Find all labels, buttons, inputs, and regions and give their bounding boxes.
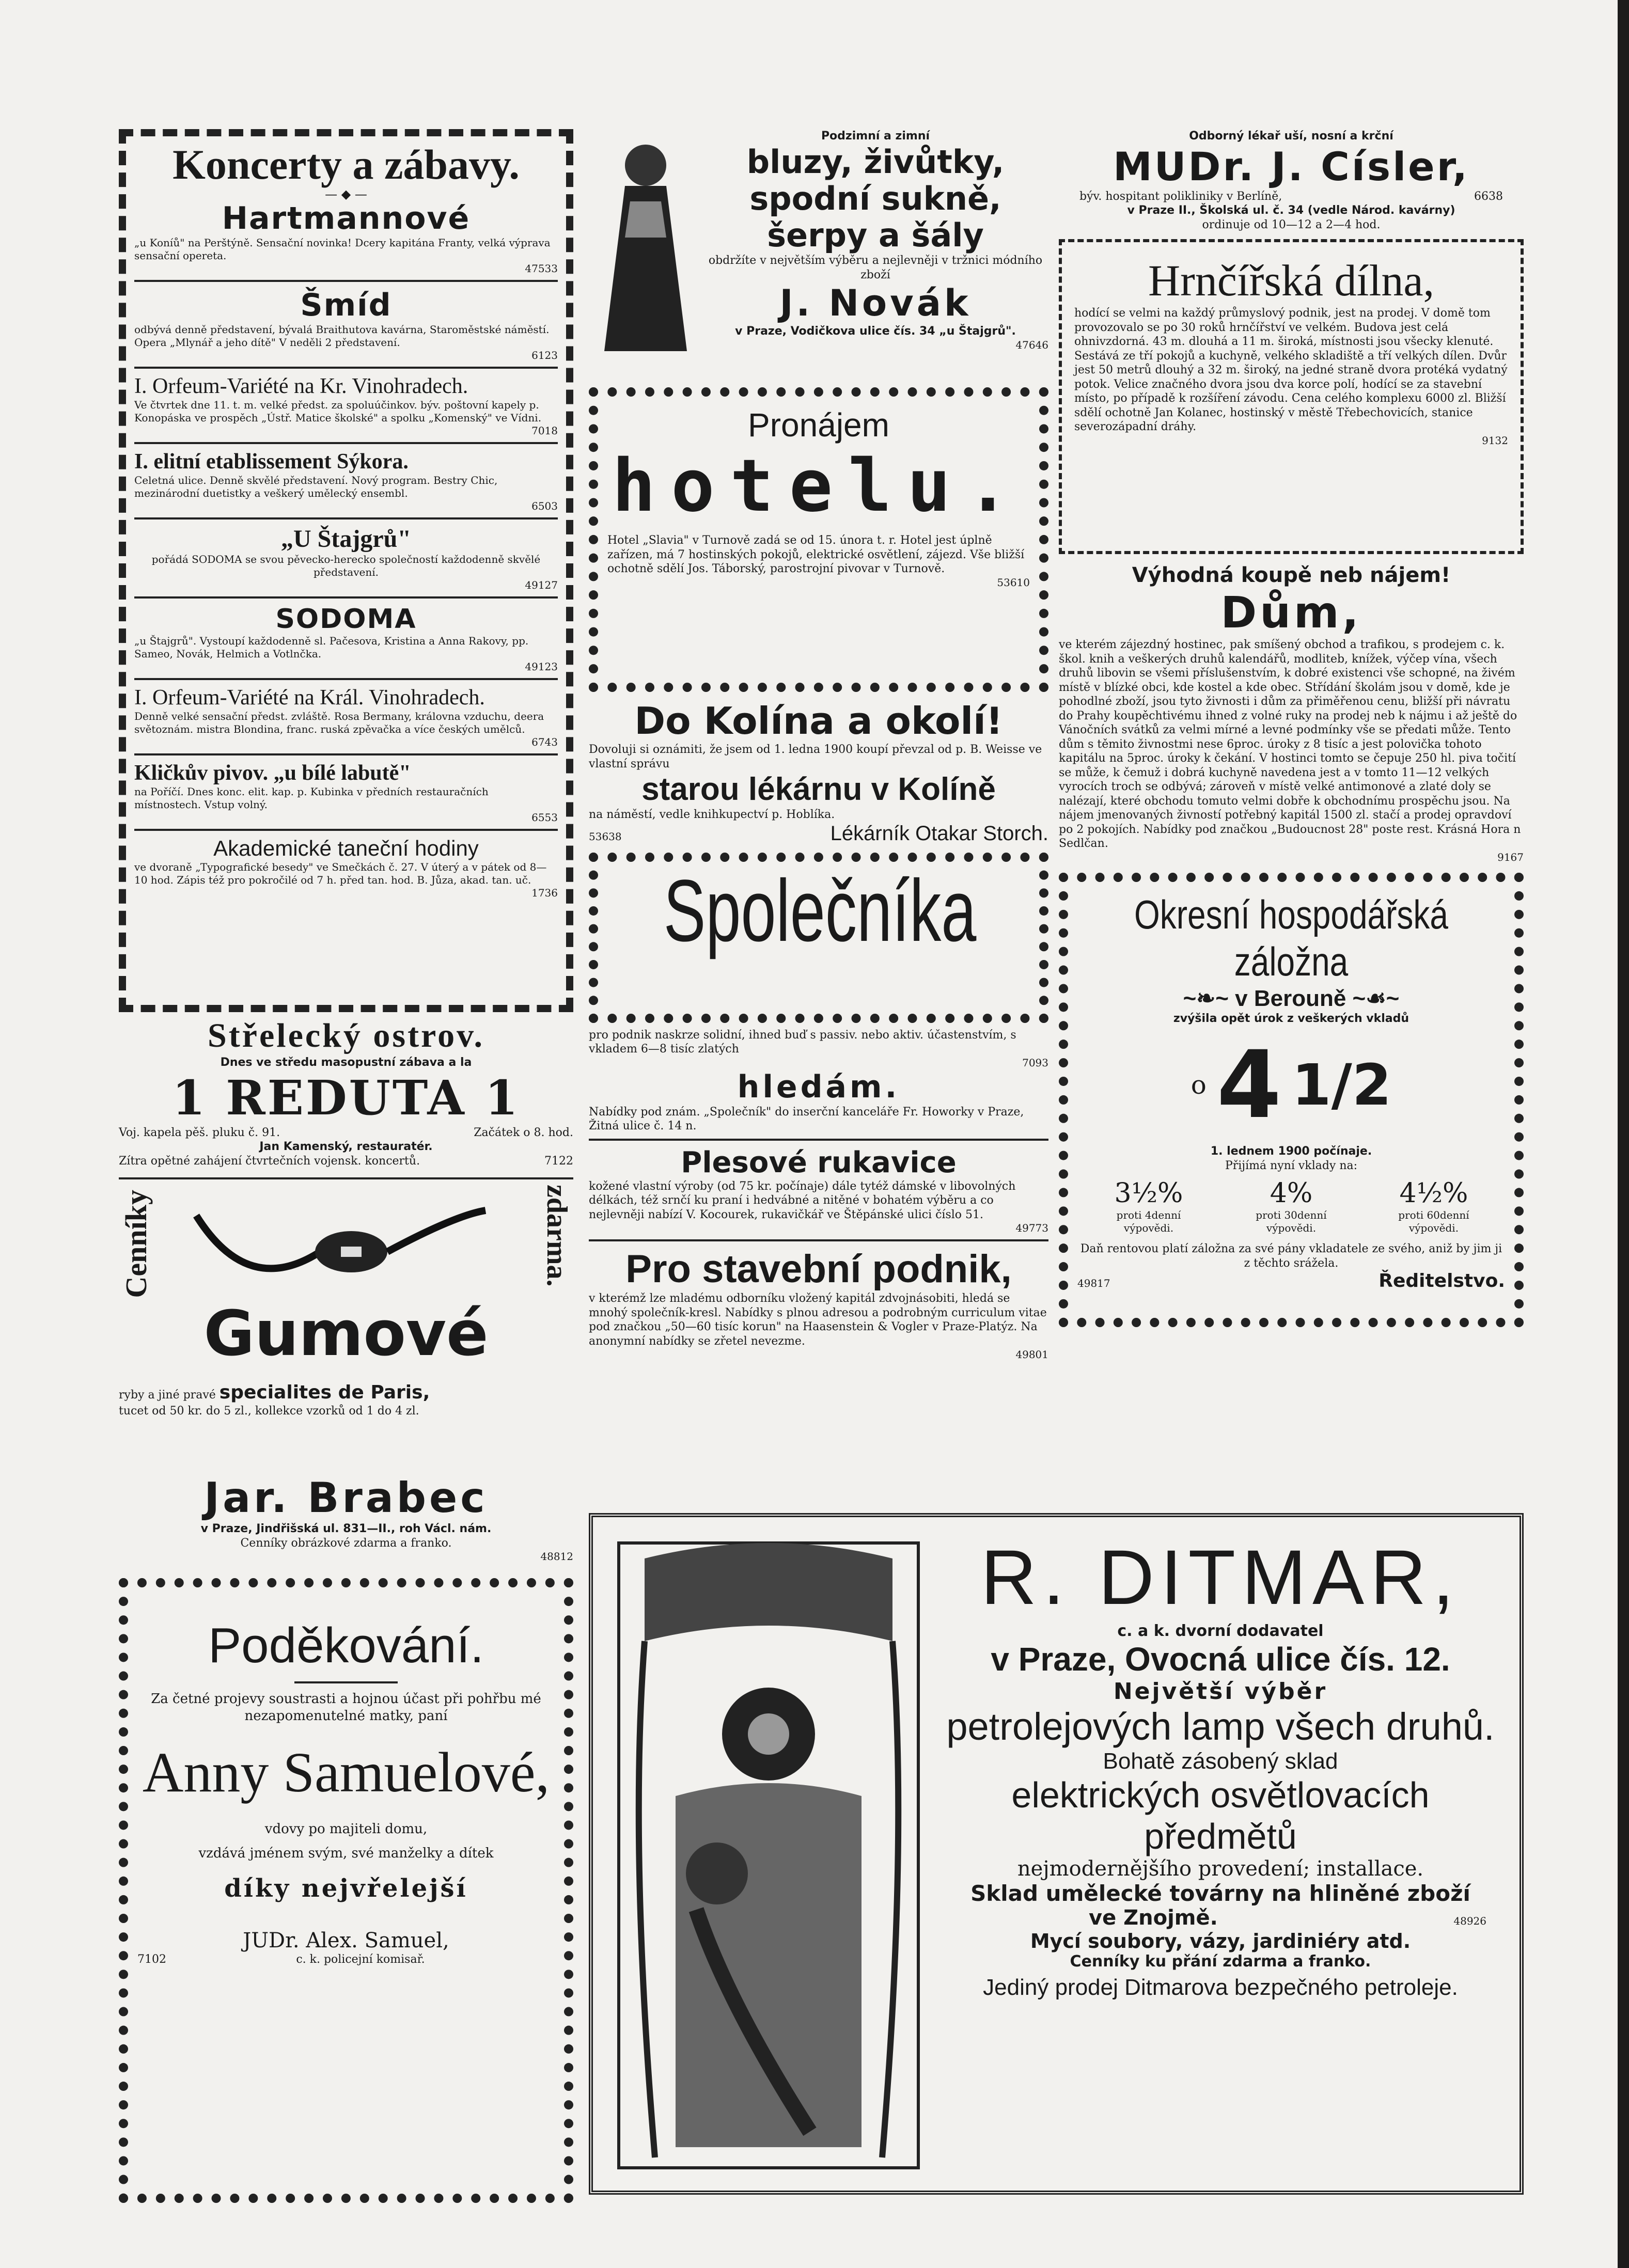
strelecky-start: Začátek o 8. hod. [474, 1126, 573, 1139]
thanks-name: Anny Samuelové, [142, 1741, 550, 1804]
gum-line1 [119, 1381, 573, 1404]
thanks-num: 7102 [137, 1953, 166, 1966]
brabec-addr2: Cenníky obrázkové zdarma a franko. [240, 1536, 452, 1550]
bluzy-text: obdržíte v největším výběru a nejlevněji v tržnici módního zboží [708, 254, 1043, 281]
brabec-num: 48812 [540, 1550, 573, 1563]
divider [134, 517, 558, 519]
zal-box [1059, 873, 1524, 1327]
divider [134, 678, 558, 680]
hartmann-num: 47533 [525, 262, 558, 275]
ditmar-l10: Mycí soubory, vázy, jardiniéry atd. [1030, 1930, 1411, 1952]
spol-title: Společníka [663, 861, 977, 960]
akademicke-num: 1736 [531, 887, 558, 900]
stav-num: 49801 [1015, 1348, 1048, 1361]
klicka-num: 6553 [531, 811, 558, 824]
zal-footer [1077, 1270, 1505, 1292]
ditmar-l3: Největší výběr [1113, 1678, 1328, 1705]
ditmar-l12: Jediný prodej Ditmarova bezpečného petroleje. [983, 1975, 1458, 2000]
cisler-title: MUDr. J. Císler, [1113, 143, 1469, 190]
cisler-text: býv. hospitant polikliniky v Berlíně, [1079, 190, 1282, 203]
strelecky-sub: Dnes ve středu masopustní zábava a la [220, 1056, 472, 1069]
strelecky-owner: Jan Kamenský, restauratér. [259, 1140, 433, 1153]
zal-o: o [1191, 1070, 1207, 1100]
hotel-l1: Pronájem [748, 406, 889, 444]
kolin-text2: na náměstí, vedle knihkupectví p. Hoblíka. [589, 808, 835, 821]
zal-r2: 4% [1270, 1178, 1313, 1209]
concerts-box [119, 129, 573, 1012]
divider [134, 596, 558, 598]
hrnc-num: 9132 [1482, 434, 1508, 447]
spol-box [589, 853, 1048, 1023]
ditmar-l4: petrolejových lamp všech druhů. [946, 1705, 1495, 1748]
zal-rate-col [1097, 1178, 1200, 1235]
stav-text: v kterémž lze mladému odborníku vložený kapitál zdvojnásobiti, hledá se mnohý společník-kresl. Nabídky s plnou adresou a podrobným curriculum vitae pod značkou „50—60 tisíc korun" na Haasenstein & Vogler v Praze-Platýz. Na anonymní nabídky se zřetel nevezme. [589, 1292, 1047, 1348]
smid-title: Šmíd [300, 287, 392, 324]
novak-addr: v Praze, Vodičkova ulice čís. 34 „u Štajgrů". [735, 325, 1016, 338]
zal-r3t: proti 60denní výpovědi. [1398, 1209, 1469, 1234]
elitni-text: Celetná ulice. Denně skvělé představení. Nový program. Bestry Chic, mezinárodní duetistky a veškerý umělecký ensembl. [134, 474, 498, 500]
akademicke-title: Akademické taneční hodiny [213, 836, 479, 861]
kolin-sign: Lékárník Otakar Storch. [830, 822, 1048, 845]
stajgr-num: 49127 [525, 579, 558, 592]
zal-tax: Daň rentovou platí záložna za své pány vkladatele ze svého, aniž by jim ji z těchto srážela. [1080, 1242, 1502, 1270]
kolin-num: 53638 [589, 830, 622, 843]
reduta-title: 1 REDUTA 1 [172, 1069, 520, 1126]
scroll-right-icon: ~☙~ [1352, 985, 1400, 1011]
ditmar-title: R. DITMAR, [980, 1534, 1461, 1620]
strelecky-title: Střelecký ostrov. [207, 1017, 485, 1054]
right-column [1059, 129, 1524, 1327]
divider [134, 280, 558, 282]
orfeum1-num: 7018 [531, 424, 558, 437]
orfeum1-title: I. Orfeum-Variété na Kr. Vinohradech. [134, 374, 468, 399]
ditmar-l1: c. a k. dvorní dodavatel [1117, 1622, 1324, 1640]
sodoma-text: „u Štajgrů". Vystoupí každodenně sl. Pačesova, Kristina a Anna Rakovy, pp. Sameo, Novák, Helmich a Votlnčka. [134, 635, 529, 660]
gum-box [119, 1185, 573, 1474]
hotel-l2: hotelu. [612, 444, 1025, 528]
zal-rate-col [1240, 1178, 1343, 1235]
spol-num: 7093 [1022, 1056, 1048, 1069]
ditmar-l5: Bohatě zásobený sklad [1103, 1749, 1338, 1774]
ditmar-l2: v Praze, Ovocná ulice čís. 12. [991, 1641, 1450, 1678]
divider [134, 442, 558, 444]
concerts-title: Koncerty a zábavy. [173, 141, 520, 188]
dum-num: 9167 [1497, 850, 1524, 863]
divider [119, 1177, 573, 1179]
divider [589, 1239, 1048, 1241]
ples-title: Plesové rukavice [681, 1145, 957, 1179]
spol-text2: Nabídky pod znám. „Společník" do inserční kanceláře Fr. Howorky v Praze, Žitná ulice č. 14 n. [589, 1105, 1024, 1132]
kolin-title: Do Kolína a okolí! [634, 699, 1003, 743]
lady-illustration [589, 134, 702, 361]
zal-r1: 3½% [1114, 1178, 1183, 1209]
orfeum2-num: 6743 [531, 736, 558, 749]
enema-illustration [186, 1195, 496, 1298]
klicka-text: na Poříčí. Dnes konc. elit. kap. p. Kubinka v předních restauračních místnostech. Vstup volný. [134, 785, 489, 811]
zal-rate-col [1382, 1178, 1485, 1235]
strelecky-num: 7122 [544, 1154, 573, 1168]
gum-text-block [119, 1381, 573, 1419]
ditmar-l8: Sklad umělecké továrny na hliněné zboží [970, 1881, 1470, 1906]
divider [134, 829, 558, 831]
art-nouveau-illustration [614, 1538, 923, 2173]
zal-line: zvýšila opět úrok z veškerých vkladů [1173, 1012, 1409, 1025]
zal-accept: Přijímá nyní vklady na: [1225, 1159, 1358, 1172]
strelecky-line1 [119, 1126, 573, 1140]
sodoma-title: SODOMA [275, 604, 417, 635]
cisler-num: 6638 [1474, 190, 1503, 203]
scroll-left-icon: ~❧~ [1183, 985, 1229, 1011]
hotel-box [589, 387, 1048, 692]
bluzy-pre: Podzimní a zimní [821, 130, 930, 143]
page-edge [1618, 0, 1629, 2268]
thanks-title: Poděkování. [208, 1618, 484, 1673]
strelecky-tomorrow: Zítra opětné zahájení čtvrtečních vojensk. koncertů. [119, 1154, 420, 1168]
stajgr-text: pořádá SODOMA se svou pěvecko-herecko společností každodenně skvělé představení. [151, 553, 541, 579]
zal-r2t: proti 30denní výpovědi. [1256, 1209, 1327, 1234]
smid-text: odbývá denně představení, bývalá Braithutova kavárna, Staroměstské náměstí. Opera „Mlynář a jeho dítě" V neděli 2 představení. [134, 323, 550, 349]
thanks-sign: JUDr. Alex. Samuel, [243, 1929, 449, 1952]
hartmann-text: „u Koníů" na Perštýně. Sensační novinka! Dcery kapitána Franty, velká výprava sensační opereta. [134, 237, 551, 262]
divider: — ◆ — [325, 187, 367, 202]
hotel-num: 53610 [997, 576, 1030, 589]
ditmar-l7: nejmodernějšího provedení; installace. [1017, 1857, 1424, 1881]
novak-title: J. Novák [779, 282, 972, 325]
orfeum2-title: I. Orfeum-Variété na Král. Vinohradech. [134, 686, 485, 710]
hrnc-title: Hrnčířská dílna, [1148, 256, 1435, 305]
spol-hledam: hledám. [737, 1068, 900, 1105]
cisler-addr: v Praze II., Školská ul. č. 34 (vedle Národ. kavárny) [1127, 204, 1455, 217]
stajgr-title: „U Štajgrů" [281, 525, 411, 553]
gum-vertical-right: zdarma. [541, 1185, 573, 1287]
novak-num: 47646 [1015, 338, 1048, 351]
cisler-pre: Odborný lékař uší, nosní a krční [1189, 130, 1393, 143]
bluzy-box [589, 129, 1048, 387]
orfeum2-text: Denně velké sensační předst. zvláště. Rosa Bermany, královna vzduchu, deera světoznám. mistra Blondina, franc. ruská zpěvačka a více českých umělců. [134, 710, 544, 736]
cisler-line [1059, 190, 1524, 204]
hotel-text: Hotel „Slavia" v Turnově zadá se od 15. února t. r. Hotel jest úplně zařízen, má 7 hostinských pokojů, elektrické osvětlení, zájezd. Vše bližší ochotně sdělí Jos. Táborský, parostrojní pivovar v Turnově. [607, 534, 1025, 575]
akademicke-text: ve dvoraně „Typografické besedy" ve Smečkách č. 27. V úterý a v pátek od 8—10 hod. Zápis též pro pokročilé od 7 h. před tan. hod. B. Jůza, akad. tan. uč. [134, 861, 547, 887]
smid-num: 6123 [531, 349, 558, 362]
zal-date: 1. lednem 1900 počínaje. [1210, 1145, 1372, 1158]
orfeum1-text: Ve čtvrtek dne 11. t. m. velké předst. za spoluúčinkov. býv. poštovní kapely p. Konopáska ve prospěch „Ústř. Matice školské" a spolku „Komenský" ve Vídni. [134, 399, 542, 424]
bluzy-l1: bluzy, živůtky, [746, 143, 1005, 181]
ditmar-box [589, 1513, 1524, 2195]
elitni-num: 6503 [531, 500, 558, 513]
thanks-p1: Za četné projevy soustrasti a hojnou účast při pohřbu mé nezapomenutelné matky, paní [151, 1691, 541, 1724]
divider [134, 753, 558, 755]
gum-text2: tucet od 50 kr. do 5 zl., kollekce vzorků od 1 do 4 zl. [119, 1405, 419, 1418]
zal-rate [1077, 1026, 1505, 1144]
dum-box [1059, 554, 1524, 863]
strelecky-band: Voj. kapela pěš. pluku č. 91. [119, 1126, 280, 1139]
thanks-p2: vdovy po majiteli domu, [264, 1821, 428, 1837]
zal-rate2: 1/2 [1292, 1052, 1392, 1118]
hrnc-text: hodící se velmi na každý průmyslový podnik, jest na prodej. V domě tom provozovalo se po 30 roků hrnčířství ve velkém. Budova jest celá ohnivzdorná. 43 m. dlouhá a 11 m. široká, místnosti jsou všecky klenuté. Sestává ze tří pokojů a kuchyně, velkého skladiště a tří velkých dílen. Dvůr jest 50 metrů dlouhý a 32 m. široký, na jedné straně dvora protéká vydatný potok. Velice značného dvora jsou dva korce polí, hodící se za stavební místo, po případě k rozšíření závodu. Cena celého komplexu 6000 zl. Bližší sdělí ochotně Jan Kolanec, hostinský v městě Třebechovicích, stanice severozápadní dráhy. [1074, 307, 1508, 433]
strelecky-line3 [119, 1154, 573, 1169]
divider [589, 1139, 1048, 1141]
thanks-p4: díky nejvřelejší [224, 1874, 468, 1903]
ples-text: kožené vlastní výroby (od 75 kr. počínaje) dále tytéž dámské v libovolných délkách, též srnčí ku praní i hedvábné a nitěné v bohatém výběru a co nejlevněji nabízí V. Kocourek, rukavičkář ve Štěpánské ulici číslo 51. [589, 1179, 1016, 1221]
gum-text1b: specialites de Paris, [219, 1382, 430, 1403]
bluzy-text [702, 129, 1048, 351]
gum-vertical-left: Cenníky [119, 1190, 153, 1298]
ditmar-l9: ve Znojmě. [1089, 1906, 1218, 1930]
zal-where [1077, 985, 1505, 1012]
thanks-footer [137, 1952, 555, 1967]
kolin-box [589, 692, 1048, 853]
brabec-addr: v Praze, Jindřišská ul. 831—II., roh Václ. nám. [200, 1522, 492, 1535]
zal-rates [1077, 1178, 1505, 1235]
thanks-p3: vzdává jménem svým, své manželky a dítek [198, 1845, 494, 1861]
klicka-title: Kličkův pivov. „u bílé labutě" [134, 761, 411, 785]
elitni-title: I. elitní etablissement Sýkora. [134, 450, 409, 474]
bluzy-l2: spodní sukně, [749, 179, 1001, 217]
cisler-hours: ordinuje od 10—12 a 2—4 hod. [1202, 218, 1381, 231]
zal-title: Okresní hospodářská záložna [1134, 891, 1448, 984]
hartmann-title: Hartmannové [222, 200, 471, 237]
kolin-big: starou lékárnu v Kolíně [641, 771, 996, 807]
gum-title: Gumové [203, 1298, 489, 1370]
thanks-box [119, 1578, 573, 2203]
thanks-sign2: c. k. policejní komisař. [296, 1953, 425, 1966]
ples-num: 49773 [1015, 1222, 1048, 1234]
divider [134, 367, 558, 369]
dum-text: ve kterém zájezdný hostinec, pak smíšený obchod a trafikou, s prodejem c. k. škol. knih a veškerých druhů kalendářů, modliteb, knížek, výčep vína, všech druhů libovin se všemi příslušenstvím, k dobré existenci vše schopné, na živém místě v blízké obci, kde kostel a kde obec. Střídání školám jsou v domě, kde je pohodlné zboží, jsou tyto živnosti i dům za přiměřenou cenu, bližší při návratu do Prahy koupěchtivému ihned z volné ruky na prodej neb k nájmu i až ještě do Vánočních svátků za velmi mírné a levné podmínky vše se předati může. Tento dům s těmito živnostmi nese 6proc. úroky z 8 tisíc a jest polovička tohoto kapitálu na 5proc. úroky k čekání. V hostinci tomto se čepuje 250 hl. piva točití se může, k čemuž i dobrá kuchyně navedena jest a v tomto 11—12 velkých vyrocích troch se odbývá; zároveň v místě velké antimonové a zlaté doly se nalézají, které obchodu tomuto velmi dobře k obchodnímu prospěchu jsou. Na nájem jmenovaných živností potřebný kapitál 1500 zl. stačí a prodej opravdoví po 2 pokojích. Nabídky pod značkou „Budoucnost 28" poste rest. Krásná Hora n Sedlčan. [1059, 638, 1521, 850]
zal-num: 49817 [1077, 1277, 1110, 1289]
strelecky-box [119, 1012, 573, 1172]
ditmar-num: 48926 [1453, 1915, 1486, 1927]
zal-r3: 4½% [1399, 1178, 1468, 1209]
kolin-footer [589, 822, 1048, 845]
zal-sign: Ředitelstvo. [1379, 1270, 1505, 1292]
dum-title: Dům, [1220, 587, 1362, 638]
dum-pre: Výhodná koupě neb nájem! [1132, 563, 1451, 587]
ditmar-l6: elektrických osvětlovacích předmětů [1011, 1775, 1430, 1856]
hrnc-box [1059, 239, 1524, 554]
ditmar-text [934, 1533, 1507, 2001]
ditmar-l9-row [934, 1906, 1507, 1930]
left-column [119, 129, 573, 2203]
sodoma-num: 49123 [525, 660, 558, 673]
spol-text: pro podnik naskrze solidní, ihned buď s passiv. nebo aktiv. účastenstvím, s vkladem 6—8 tisíc zlatých [589, 1028, 1016, 1056]
mid-column [589, 129, 1048, 1361]
zal-r1t: proti 4denní výpovědi. [1116, 1209, 1181, 1234]
brabec-title: Jar. Brabec [204, 1474, 488, 1522]
stav-title: Pro stavební podnik, [625, 1247, 1012, 1291]
divider [294, 1681, 398, 1683]
bluzy-l3: šerpy a šály [767, 216, 984, 255]
gum-text1: ryby a jiné pravé [119, 1389, 216, 1401]
kolin-text: Dovoluji si oznámiti, že jsem od 1. ledna 1900 koupí převzal od p. B. Weisse ve vlastní správu [589, 743, 1042, 770]
ditmar-l11: Cenníky ku přání zdarma a franko. [1070, 1952, 1371, 1971]
zal-rate1: 4 [1216, 1031, 1282, 1139]
zal-where-text: v Berouně [1235, 985, 1346, 1011]
